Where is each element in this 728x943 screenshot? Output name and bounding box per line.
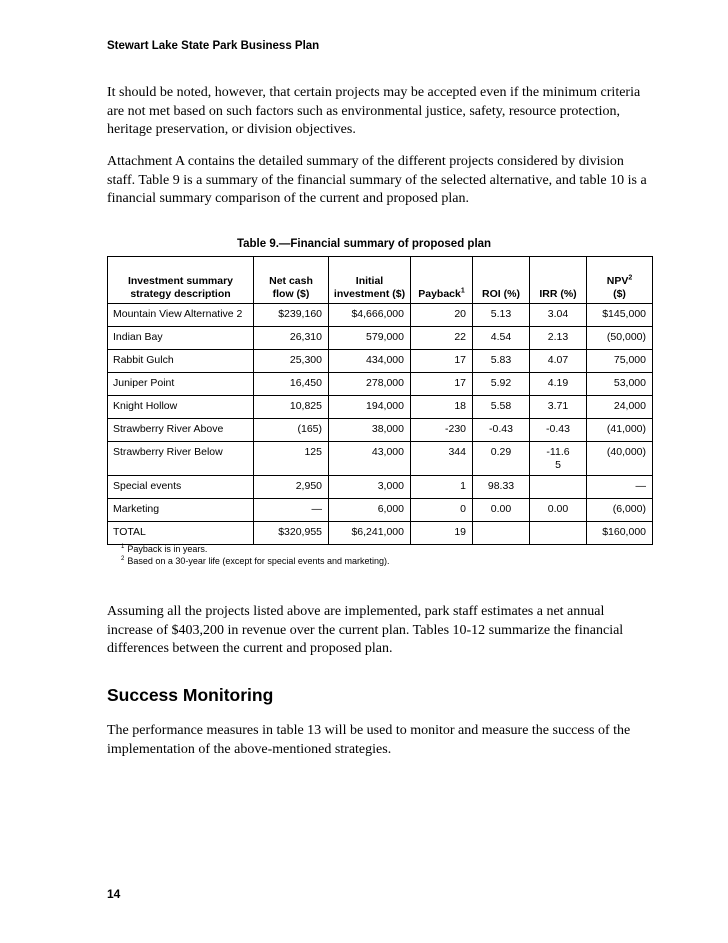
cell-payback: 17 xyxy=(411,350,473,373)
cell-cash-flow: (165) xyxy=(254,419,329,442)
cell-name: Mountain View Alternative 2 xyxy=(108,304,254,327)
cell-cash-flow: 125 xyxy=(254,442,329,476)
cell-investment: $6,241,000 xyxy=(329,522,411,545)
cell-payback: 20 xyxy=(411,304,473,327)
cell-cash-flow: 10,825 xyxy=(254,396,329,419)
cell-npv: $160,000 xyxy=(587,522,653,545)
cell-name: Marketing xyxy=(108,499,254,522)
cell-payback: 18 xyxy=(411,396,473,419)
table-row xyxy=(108,499,653,522)
cell-npv: 24,000 xyxy=(587,396,653,419)
cell-investment: 194,000 xyxy=(329,396,411,419)
running-header: Stewart Lake State Park Business Plan xyxy=(107,40,320,52)
cell-roi: 0.29 xyxy=(473,442,530,476)
section-heading: Success Monitoring xyxy=(107,685,274,705)
cell-cash-flow: 25,300 xyxy=(254,350,329,373)
table-row xyxy=(108,373,653,396)
cell-irr: 3.04 xyxy=(530,304,587,327)
footnote xyxy=(121,543,389,555)
table-title: Table 9.—Financial summary of proposed plan xyxy=(236,238,492,250)
cell-irr: 4.07 xyxy=(530,350,587,373)
header-irr: IRR (%) xyxy=(530,257,587,304)
table-row xyxy=(108,304,653,327)
header-npv xyxy=(587,257,653,304)
footnote-mark: 1 xyxy=(121,544,125,550)
cell-npv: 75,000 xyxy=(587,350,653,373)
cell-payback: -230 xyxy=(411,419,473,442)
cell-roi: 5.92 xyxy=(473,373,530,396)
cell-irr xyxy=(530,522,587,545)
cell-payback: 0 xyxy=(411,499,473,522)
cell-roi: 98.33 xyxy=(473,476,530,499)
cell-name: Special events xyxy=(108,476,254,499)
header-initial-investment: Initial investment ($) xyxy=(329,257,411,304)
cell-irr: 2.13 xyxy=(530,327,587,350)
cell-investment: 434,000 xyxy=(329,350,411,373)
cell-payback: 17 xyxy=(411,373,473,396)
cell-npv: (40,000) xyxy=(587,442,653,476)
cell-investment: 43,000 xyxy=(329,442,411,476)
cell-investment: 579,000 xyxy=(329,327,411,350)
cell-investment: 6,000 xyxy=(329,499,411,522)
cell-irr-value: -11.6 xyxy=(546,446,570,458)
table-row xyxy=(108,396,653,419)
table-row xyxy=(108,442,653,476)
cell-npv: (41,000) xyxy=(587,419,653,442)
cell-irr xyxy=(530,476,587,499)
table-header-row xyxy=(108,257,653,304)
cell-roi: 4.54 xyxy=(473,327,530,350)
cell-irr xyxy=(530,442,587,476)
cell-cash-flow: $320,955 xyxy=(254,522,329,545)
cell-name: TOTAL xyxy=(108,522,254,545)
paragraph-attachment-summary: Attachment A contains the detailed summary of the different projects considered by division staff. Table 9 is a summary of the financial summary of the selected alternative, and table 10 is a financial summary comparison of the current and proposed plan. xyxy=(107,154,647,207)
cell-investment: $4,666,000 xyxy=(329,304,411,327)
cell-npv: 53,000 xyxy=(587,373,653,396)
cell-irr: -0.43 xyxy=(530,419,587,442)
table-row xyxy=(108,350,653,373)
cell-name: Indian Bay xyxy=(108,327,254,350)
cell-investment: 278,000 xyxy=(329,373,411,396)
cell-investment: 3,000 xyxy=(329,476,411,499)
cell-payback: 22 xyxy=(411,327,473,350)
cell-cash-flow: 16,450 xyxy=(254,373,329,396)
footnote-text: Payback is in years. xyxy=(127,544,208,554)
cell-cash-flow: 2,950 xyxy=(254,476,329,499)
header-net-cash-flow: Net cash flow ($) xyxy=(254,257,329,304)
table-footnotes xyxy=(121,543,389,567)
cell-cash-flow: $239,160 xyxy=(254,304,329,327)
footnote-text: Based on a 30-year life (except for special events and marketing). xyxy=(127,556,390,566)
cell-payback: 1 xyxy=(411,476,473,499)
cell-irr: 4.19 xyxy=(530,373,587,396)
cell-roi: -0.43 xyxy=(473,419,530,442)
cell-investment: 38,000 xyxy=(329,419,411,442)
cell-cash-flow: — xyxy=(254,499,329,522)
cell-payback: 344 xyxy=(411,442,473,476)
cell-name: Knight Hollow xyxy=(108,396,254,419)
cell-irr-wrap: 5 xyxy=(555,458,561,471)
table-row xyxy=(108,419,653,442)
table-row xyxy=(108,476,653,499)
cell-roi: 5.58 xyxy=(473,396,530,419)
header-npv-unit: ($) xyxy=(613,287,626,300)
footnote xyxy=(121,555,389,567)
cell-name: Rabbit Gulch xyxy=(108,350,254,373)
table-row-total xyxy=(108,522,653,545)
header-npv-label: NPV xyxy=(606,275,629,287)
paragraph-revenue-estimate: Assuming all the projects listed above are implemented, park staff estimates a net annual increase of $403,200 in revenue over the current plan. Tables 10-12 summarize the financial differences between the current and proposed plan. xyxy=(107,604,624,657)
cell-irr: 3.71 xyxy=(530,396,587,419)
header-strategy: Investment summary strategy description xyxy=(108,257,254,304)
cell-cash-flow: 26,310 xyxy=(254,327,329,350)
header-payback xyxy=(411,257,473,304)
header-roi: ROI (%) xyxy=(473,257,530,304)
paragraph-performance-measures: The performance measures in table 13 will be used to monitor and measure the success of the implementation of the above-mentioned strategies. xyxy=(107,723,631,757)
cell-payback: 19 xyxy=(411,522,473,545)
cell-name: Strawberry River Below xyxy=(108,442,254,476)
cell-npv: (6,000) xyxy=(587,499,653,522)
cell-name: Strawberry River Above xyxy=(108,419,254,442)
paragraph-criteria-note: It should be noted, however, that certain projects may be accepted even if the minimum criteria are not met based on such factors such as environmental justice, safety, resource protection, heritage preservation, or division objectives. xyxy=(107,85,641,138)
cell-roi: 5.83 xyxy=(473,350,530,373)
financial-summary-table xyxy=(107,256,653,545)
cell-npv: $145,000 xyxy=(587,304,653,327)
cell-npv: (50,000) xyxy=(587,327,653,350)
footnote-mark: 2 xyxy=(121,556,125,562)
page-number: 14 xyxy=(107,887,121,901)
table-row xyxy=(108,327,653,350)
cell-name: Juniper Point xyxy=(108,373,254,396)
cell-roi xyxy=(473,522,530,545)
cell-irr: 0.00 xyxy=(530,499,587,522)
cell-roi: 0.00 xyxy=(473,499,530,522)
cell-roi: 5.13 xyxy=(473,304,530,327)
header-payback-label: Payback xyxy=(418,287,461,300)
npv-footnote-mark: 2 xyxy=(628,274,633,282)
payback-footnote-mark: 1 xyxy=(460,287,465,294)
cell-npv: — xyxy=(587,476,653,499)
